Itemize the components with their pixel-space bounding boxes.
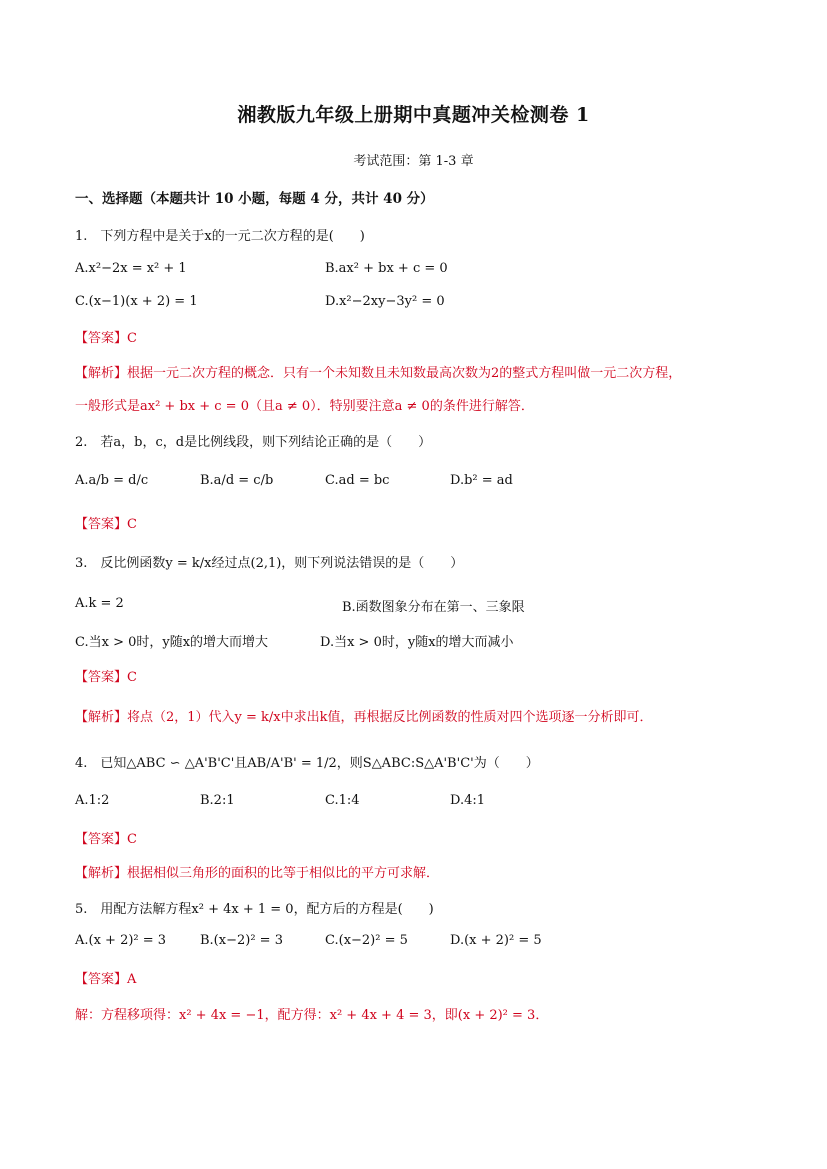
- question-2-answer: 【答案】C: [75, 517, 137, 532]
- question-1-analysis-line-2: 一般形式是ax² + bx + c = 0（且a ≠ 0）．特别要注意a ≠ 0的条件进行解答．: [75, 399, 534, 414]
- question-2-option-b: B.a/d = c/b: [200, 473, 274, 488]
- question-5-option-a: A.(x + 2)² = 3: [75, 933, 167, 948]
- question-5-answer: 【答案】A: [75, 972, 137, 987]
- question-4-analysis: 【解析】根据相似三角形的面积的比等于相似比的平方可求解．: [75, 866, 440, 881]
- question-1-option-b: B.ax² + bx + c = 0: [325, 261, 448, 276]
- question-4-answer: 【答案】C: [75, 832, 137, 847]
- question-1-option-a: A.x²−2x = x² + 1: [75, 261, 187, 276]
- question-3-analysis: 【解析】将点（2，1）代入y = k/x中求出k值，再根据反比例函数的性质对四个选项逐一分析即可．: [75, 710, 653, 725]
- question-3-option-a: A.k = 2: [75, 596, 124, 611]
- page-title: 湘教版九年级上册期中真题冲关检测卷 1: [237, 104, 590, 126]
- question-5-option-b: B.(x−2)² = 3: [200, 933, 283, 948]
- question-2-option-d: D.b² = ad: [450, 473, 513, 488]
- question-3-stem: 3. 反比例函数y = k/x经过点(2,1)，则下列说法错误的是（ ）: [75, 556, 464, 571]
- question-4-stem: 4. 已知△ABC ∽ △A'B'C'且AB/A'B' = 1/2，则S△ABC:S△A'B'C'为（ ）: [75, 756, 539, 771]
- question-1-stem: 1. 下列方程中是关于x的一元二次方程的是( ): [75, 229, 365, 244]
- question-3-option-b: B.函数图象分布在第一、三象限: [342, 600, 525, 615]
- question-1-option-d: D.x²−2xy−3y² = 0: [325, 294, 445, 309]
- question-1-option-c: C.(x−1)(x + 2) = 1: [75, 294, 198, 309]
- section-heading: 一、选择题（本题共计 10 小题，每题 4 分，共计 40 分）: [75, 191, 434, 207]
- question-1-analysis-line-1: 【解析】根据一元二次方程的概念．只有一个未知数且未知数最高次数为2的整式方程叫做一元二次方程，: [75, 366, 682, 381]
- question-3-option-c: C.当x > 0时，y随x的增大而增大: [75, 635, 269, 650]
- question-2-stem: 2. 若a，b，c，d是比例线段，则下列结论正确的是（ ）: [75, 435, 432, 450]
- question-4-option-d: D.4:1: [450, 793, 486, 808]
- question-5-stem: 5. 用配方法解方程x² + 4x + 1 = 0，配方后的方程是( ): [75, 902, 434, 917]
- question-4-option-c: C.1:4: [325, 793, 360, 808]
- exam-scope: 考试范围：第 1-3 章: [353, 154, 474, 169]
- question-2-option-c: C.ad = bc: [325, 473, 390, 488]
- question-1-answer: 【答案】C: [75, 331, 137, 346]
- question-5-solution: 解：方程移项得：x² + 4x = −1，配方得：x² + 4x + 4 = 3，即(x + 2)² = 3．: [75, 1008, 549, 1023]
- question-3-option-d: D.当x > 0时，y随x的增大而减小: [320, 635, 514, 650]
- question-5-option-d: D.(x + 2)² = 5: [450, 933, 542, 948]
- question-2-option-a: A.a/b = d/c: [75, 473, 149, 488]
- question-5-option-c: C.(x−2)² = 5: [325, 933, 408, 948]
- question-4-option-b: B.2:1: [200, 793, 235, 808]
- question-4-option-a: A.1:2: [75, 793, 110, 808]
- question-3-answer: 【答案】C: [75, 670, 137, 685]
